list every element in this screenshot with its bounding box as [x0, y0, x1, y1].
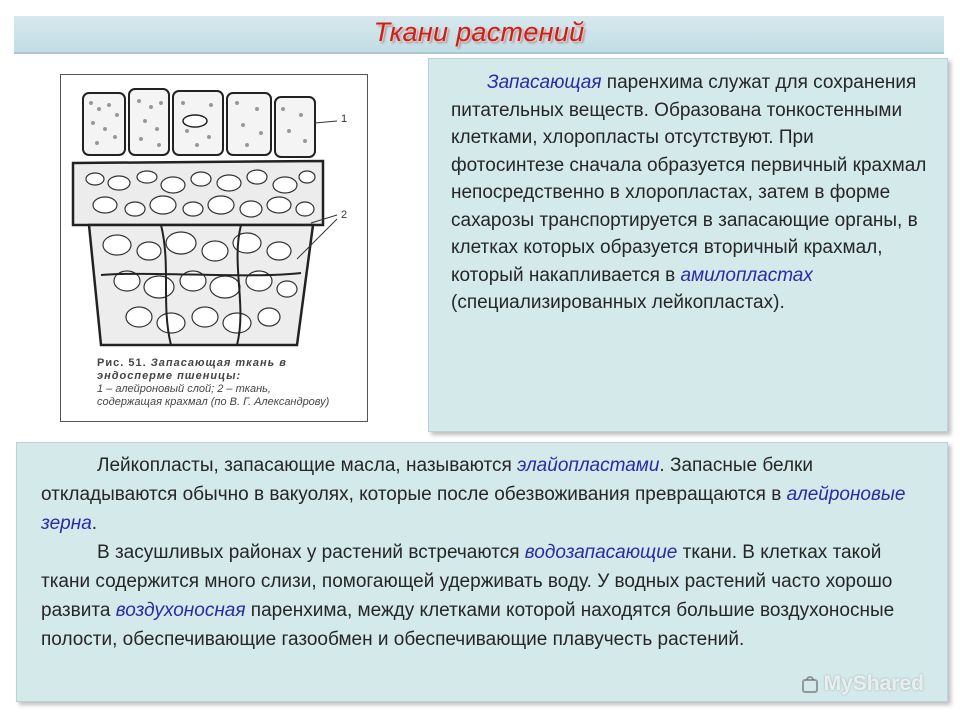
water-text-2: ткани. В клетках такой ткани содержится много слизи, помогающей удерживать воду. У водных растений часто хорошо развита [41, 542, 893, 621]
storage-parenchyma-box [428, 58, 948, 432]
figure-caption [97, 357, 337, 409]
figure-caption-title: Запасающая ткань в эндосперме пшеницы: [97, 357, 287, 382]
leucoplasts-box [16, 442, 948, 702]
watermark [800, 672, 924, 696]
slide-title: Ткани растений [373, 17, 585, 47]
leuco-text-3: . [91, 513, 98, 534]
figure-label-2: 2 [341, 209, 348, 221]
title-bar [14, 16, 944, 54]
bag-icon [800, 674, 820, 694]
term-storage: Запасающая [487, 72, 602, 93]
term-water-storing: водозапасающие [524, 542, 678, 563]
storage-text-1: паренхима служат для сохранения питательных веществ. Образована тонкостенными клетками, хлоропласты отсутствуют. При фотосинтезе сначала образуется первичный крахмал непосредственно в хлоропластах, затем в форме сахарозы транспортируется в запасающие органы, в клетках которых образуется вторичный крахмал, который накапливается в [451, 72, 927, 286]
term-aleurone-grains: алейроновые зерна [41, 484, 906, 534]
water-text-1: В засушливых районах у растений встречаются [97, 542, 525, 563]
leuco-text-1: Лейкопласты, запасающие масла, называются [97, 455, 518, 476]
storage-parenchyma-paragraph [429, 59, 947, 317]
figure-label-1: 1 [341, 113, 348, 125]
term-amyloplasts: амилопластах [680, 264, 813, 286]
term-elaioplasts: элайопластами [517, 455, 660, 476]
wheat-endosperm-illustration [61, 75, 367, 355]
water-air-tissue-paragraph [17, 538, 947, 654]
watermark-text: MyShared [823, 672, 924, 695]
leucoplasts-paragraph [17, 443, 947, 538]
figure-caption-number: Рис. 51. [97, 357, 147, 369]
figure-caption-legend: 1 – алейроновый слой; 2 – ткань, содержащая крахмал (по В. Г. Александрову) [97, 383, 330, 408]
storage-text-2: (специализированных лейкопластах). [451, 292, 785, 313]
leuco-text-2: . Запасные белки откладываются обычно в вакуолях, которые после обезвоживания превращаются в [41, 455, 813, 505]
figure-panel [60, 74, 368, 422]
water-text-3: паренхима, между клетками которой находятся большие воздухоносные полости, обеспечивающие газообмен и обеспечивающие плавучесть растений. [41, 600, 895, 650]
term-aerenchyma: воздухоносная [115, 600, 246, 621]
